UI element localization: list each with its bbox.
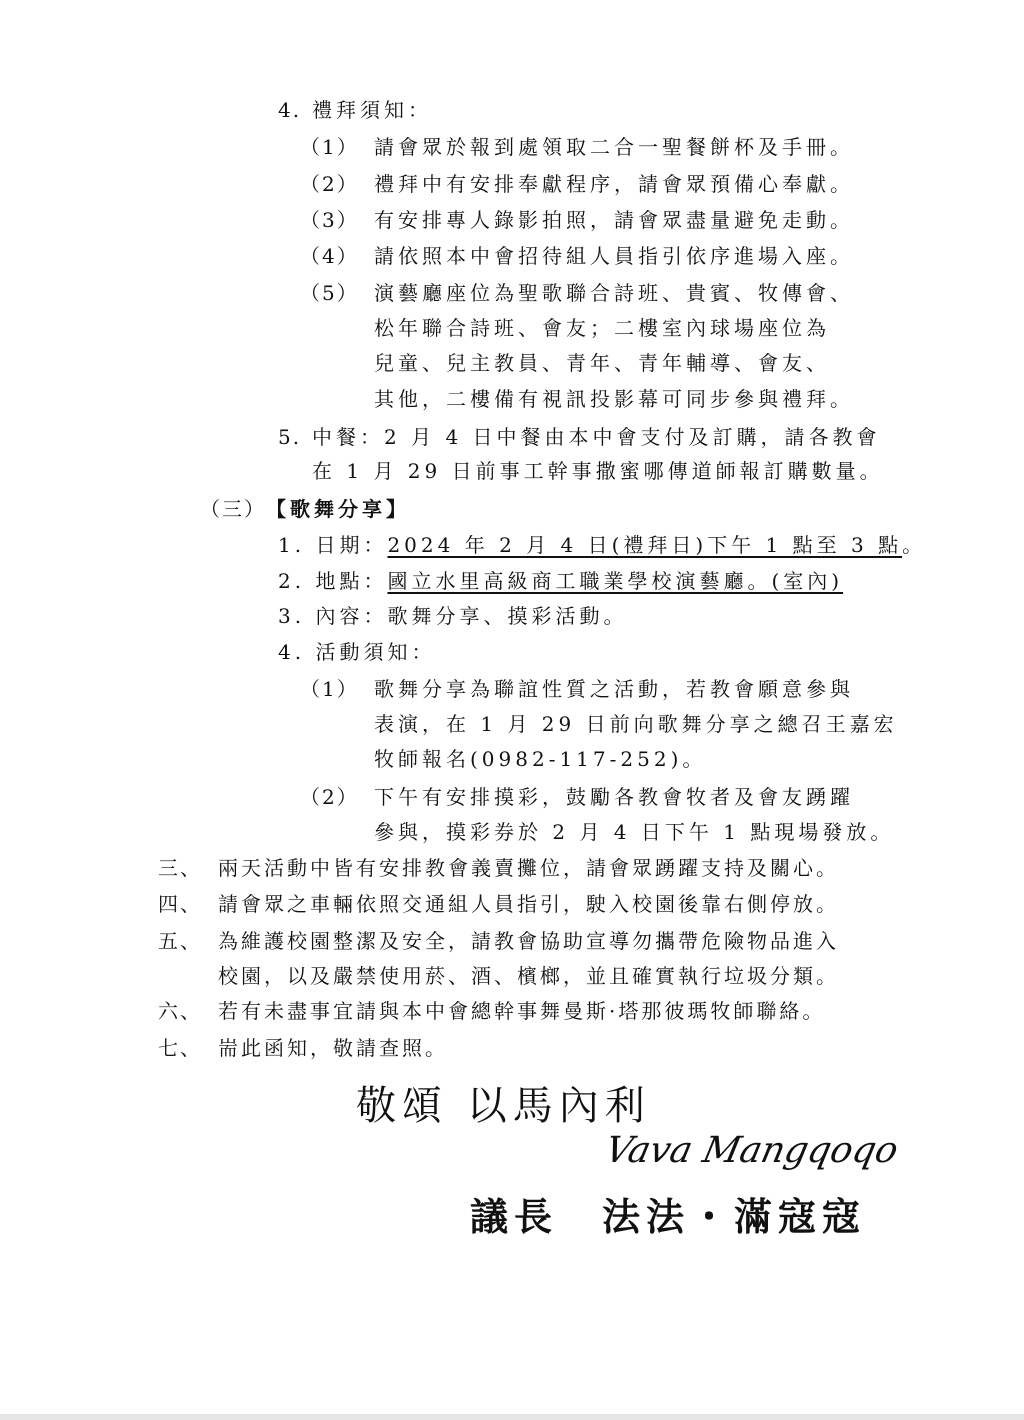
main-item-text: 若有未盡事宜請與本中會總幹事舞曼斯·塔那彼瑪牧師聯絡。	[218, 999, 826, 1023]
place-label: 2. 地點：	[278, 569, 388, 593]
main-item-text: 兩天活動中皆有安排教會義賣攤位，請會眾踴躍支持及關心。	[218, 856, 839, 880]
closing-salutation: 敬頌 以馬內利	[356, 1083, 651, 1129]
main-item-text: 校園，以及嚴禁使用菸、酒、檳榔，並且確實執行垃圾分類。	[218, 964, 839, 988]
notice-text: 請依照本中會招待組人員指引依序進場入座。	[374, 244, 854, 268]
main-item-number: 三、	[158, 856, 202, 880]
main-item-number: 六、	[158, 999, 202, 1023]
notice-text: 禮拜中有安排奉獻程序，請會眾預備心奉獻。	[374, 172, 854, 196]
notice-number: （5）	[300, 281, 359, 305]
main-item-number: 四、	[158, 892, 202, 916]
notice-text: 兒童、兒主教員、青年、青年輔導、會友、	[374, 351, 830, 375]
notice-text: 下午有安排摸彩，鼓勵各教會牧者及會友踴躍	[374, 785, 854, 809]
notice-text: 歌舞分享為聯誼性質之活動，若教會願意參與	[374, 677, 854, 701]
notice-heading: 4. 活動須知：	[278, 640, 436, 664]
notice-text: 松年聯合詩班、會友；二樓室內球場座位為	[374, 316, 830, 340]
date-value: 2024 年 2 月 4 日(禮拜日)下午 1 點至 3 點	[387, 533, 903, 557]
date-end: 。	[902, 533, 927, 557]
main-item-number: 七、	[158, 1036, 202, 1060]
notice-number: （1）	[300, 135, 359, 159]
content-row: 3. 內容：歌舞分享、摸彩活動。	[278, 604, 628, 628]
notice-text: 請會眾於報到處領取二合一聖餐餅杯及手冊。	[374, 135, 854, 159]
notice-number: （2）	[300, 172, 359, 196]
item-4-heading: 禮拜須知：	[312, 98, 432, 122]
notice-number: （1）	[300, 677, 359, 701]
notice-number: （3）	[300, 208, 359, 232]
notice-text: 表演，在 1 月 29 日前向歌舞分享之總召王嘉宏	[374, 712, 898, 736]
main-item-text: 為維護校園整潔及安全，請教會協助宣導勿攜帶危險物品進入	[218, 929, 839, 953]
notice-number: （4）	[300, 244, 359, 268]
notice-number: （2）	[300, 785, 359, 809]
handwritten-signature: Vava Mangqoqo	[601, 1130, 902, 1171]
notice-text: 參與，摸彩券於 2 月 4 日下午 1 點現場發放。	[374, 820, 895, 844]
main-item-text: 請會眾之車輛依照交通組人員指引，駛入校園後靠右側停放。	[218, 892, 839, 916]
page-bottom-edge	[0, 1414, 1024, 1420]
notice-text: 有安排專人錄影拍照，請會眾盡量避免走動。	[374, 208, 854, 232]
date-label: 1. 日期：	[278, 533, 388, 557]
notice-text: 其他，二樓備有視訊投影幕可同步參與禮拜。	[374, 387, 854, 411]
notice-text: 牧師報名(0982-117-252)。	[374, 747, 707, 771]
place-value: 國立水里高級商工職業學校演藝廳。(室內)	[387, 569, 844, 593]
place-row	[278, 566, 843, 596]
date-row	[278, 530, 926, 560]
main-item-text: 耑此函知，敬請查照。	[218, 1036, 448, 1060]
item-5-text: 中餐：2 月 4 日中餐由本中會支付及訂購，請各教會	[312, 425, 881, 449]
chairperson-name: 議長 法法・滿寇寇	[470, 1194, 867, 1239]
item-5-text: 在 1 月 29 日前事工幹事撒蜜哪傳道師報訂購數量。	[312, 459, 884, 483]
section-title: 【歌舞分享】	[266, 497, 410, 521]
item-5-number: 5.	[278, 425, 302, 449]
section-number: （三）	[200, 497, 266, 521]
main-item-number: 五、	[158, 929, 202, 953]
item-4-number: 4.	[278, 98, 302, 122]
notice-text: 演藝廳座位為聖歌聯合詩班、貴賓、牧傳會、	[374, 281, 854, 305]
